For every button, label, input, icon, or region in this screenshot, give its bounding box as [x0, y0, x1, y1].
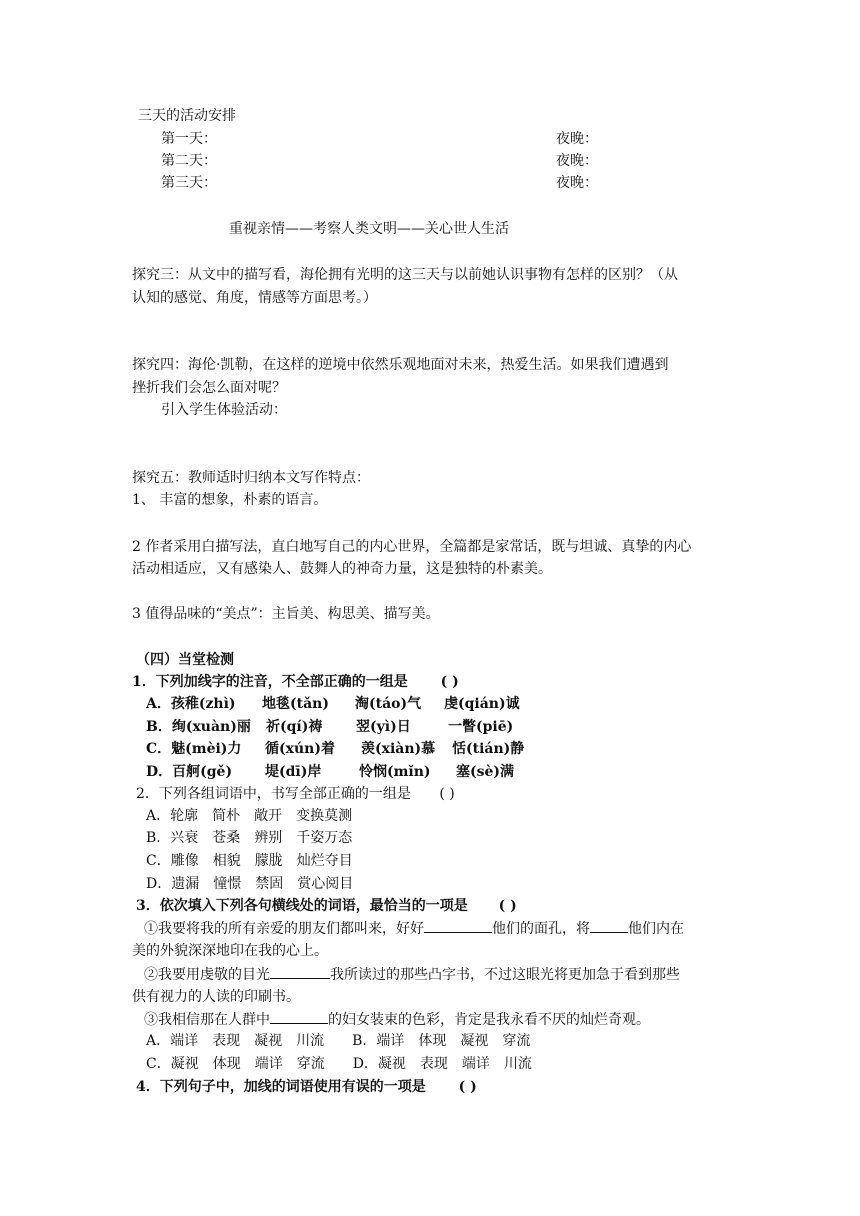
q3-s3-part1: ③我相信那在人群中: [144, 1012, 270, 1028]
q1-c-4: 恬(tián)静: [452, 741, 525, 757]
q1-answer-paren: ( ): [440, 674, 459, 690]
q3-s1-part3: 他们内在: [628, 921, 684, 937]
q1-d-1: D．百舸(gě): [146, 764, 233, 780]
q4-answer-paren: ( ): [458, 1079, 477, 1095]
q3-stem-text: 3．依次填入下列各句横线处的词语，最恰当的一项是: [136, 898, 468, 914]
schedule-night3: 夜晚：: [556, 175, 598, 191]
explore4-line1: 探究四：海伦·凯勒，在这样的逆境中依然乐观地面对未来，热爱生活。如果我们遭遇到: [132, 357, 669, 373]
q1-stem-text: 1．下列加线字的注音，不全部正确的一组是: [132, 674, 408, 690]
q1-c-1: C．魅(mèi)力: [146, 741, 242, 757]
q3-blank-4: [270, 1009, 328, 1024]
q4-stem: [136, 1077, 477, 1097]
q3-s3-part2: 的妇女装束的色彩，肯定是我永看不厌的灿烂奇观。: [328, 1012, 650, 1028]
q1-stem: [132, 672, 459, 692]
explore5-point2-line1: 2 作者采用白描写法，直白地写自己的内心世界，全篇都是家常话，既与坦诚、真挚的内心: [132, 539, 692, 555]
q3-s1-part1: ①我要将我的所有亲爱的朋友们都叫来，好好: [144, 921, 424, 937]
explore4-line3: 引入学生体验活动：: [161, 402, 287, 418]
schedule-day1: 第一天：: [161, 131, 217, 147]
q1-b-1: B．绚(xuàn)丽: [146, 719, 251, 735]
q3-blank-3: [270, 964, 330, 979]
schedule-night2: 夜晚：: [556, 153, 598, 169]
q3-s1-part2: 他们的面孔，将: [492, 921, 590, 937]
q1-d-3: 怜悯(mǐn): [359, 764, 431, 780]
explore4-line2: 挫折我们会怎么面对呢？: [132, 380, 286, 396]
q2-option-d: D．遗漏 憧憬 禁固 赏心阅目: [146, 876, 354, 892]
q3-blank-1: [424, 918, 492, 933]
q1-d-4: 塞(sè)满: [456, 764, 515, 780]
q3-sentence3: [144, 1009, 650, 1030]
explore5-point2-line2: 活动相适应，又有感染人、鼓舞人的神奇力量，这是独特的朴素美。: [132, 561, 552, 577]
q2-stem-text: 2．下列各组词语中，书写全部正确的一组是: [136, 786, 411, 802]
theme-line: 重视亲情——考察人类文明——关心世人生活: [229, 221, 509, 237]
q1-c-2: 循(xún)着: [265, 741, 335, 757]
q2-stem: [136, 784, 455, 804]
explore5-title: 探究五：教师适时归纳本文写作特点：: [132, 470, 370, 486]
q3-s2-part2: 我所读过的那些凸字书，不过这眼光将更加急于看到那些: [330, 967, 680, 983]
q2-option-c: C．雕像 相貌 朦胧 灿烂夺目: [146, 853, 353, 869]
q3-options-ab: A．端详 表现 凝视 川流 B．端详 体现 凝视 穿流: [146, 1033, 531, 1049]
q1-b-3: 翌(yì)日: [356, 719, 411, 735]
explore5-point3: 3 值得品味的“美点”：主旨美、构思美、描写美。: [132, 606, 440, 622]
q2-option-b: B．兴衰 苍桑 辨别 千姿万态: [146, 830, 353, 846]
q3-sentence1-line1: [144, 918, 684, 939]
schedule-night1: 夜晚：: [556, 131, 598, 147]
q1-a-1: A．孩稚(zhì): [146, 696, 236, 712]
test-heading: （四）当堂检测: [136, 652, 234, 668]
q3-sentence1-line2: 美的外貌深深地印在我的心上。: [132, 943, 328, 959]
explore5-point1: 1、 丰富的想象，朴素的语言。: [132, 492, 328, 508]
schedule-day3: 第三天：: [161, 175, 217, 191]
q3-options-cd: C．凝视 体现 端详 穿流 D．凝视 表现 端详 川流: [146, 1056, 532, 1072]
q3-blank-2: [590, 918, 628, 933]
q1-b-4: 一瞥(piē): [448, 719, 514, 735]
q1-c-3: 羡(xiàn)慕: [361, 741, 436, 757]
explore3-line2: 认知的感觉、角度，情感等方面思考。）: [132, 290, 377, 306]
schedule-day2: 第二天：: [161, 153, 217, 169]
q2-answer-paren: ( ): [439, 786, 455, 802]
q1-a-2: 地毯(tǎn): [262, 696, 329, 712]
q2-option-a: A．轮廓 简朴 敞开 变换莫测: [146, 808, 353, 824]
q3-answer-paren: ( ): [498, 898, 517, 914]
q3-sentence2-line1: [144, 964, 680, 985]
q4-stem-text: 4．下列句子中，加线的词语使用有误的一项是: [136, 1079, 426, 1095]
schedule-title: 三天的活动安排: [138, 108, 236, 124]
q3-sentence2-line2: 供有视力的人读的印刷书。: [132, 989, 300, 1005]
q3-stem: [136, 896, 517, 916]
explore3-line1: 探究三：从文中的描写看，海伦拥有光明的这三天与以前她认识事物有怎样的区别？（从: [132, 267, 678, 283]
q1-a-3: 淘(táo)气: [355, 696, 422, 712]
q1-d-2: 堤(dī)岸: [265, 764, 322, 780]
q1-a-4: 虔(qián)诚: [444, 696, 520, 712]
q3-s2-part1: ②我要用虔敬的目光: [144, 967, 270, 983]
q1-b-2: 祈(qí)祷: [266, 719, 323, 735]
